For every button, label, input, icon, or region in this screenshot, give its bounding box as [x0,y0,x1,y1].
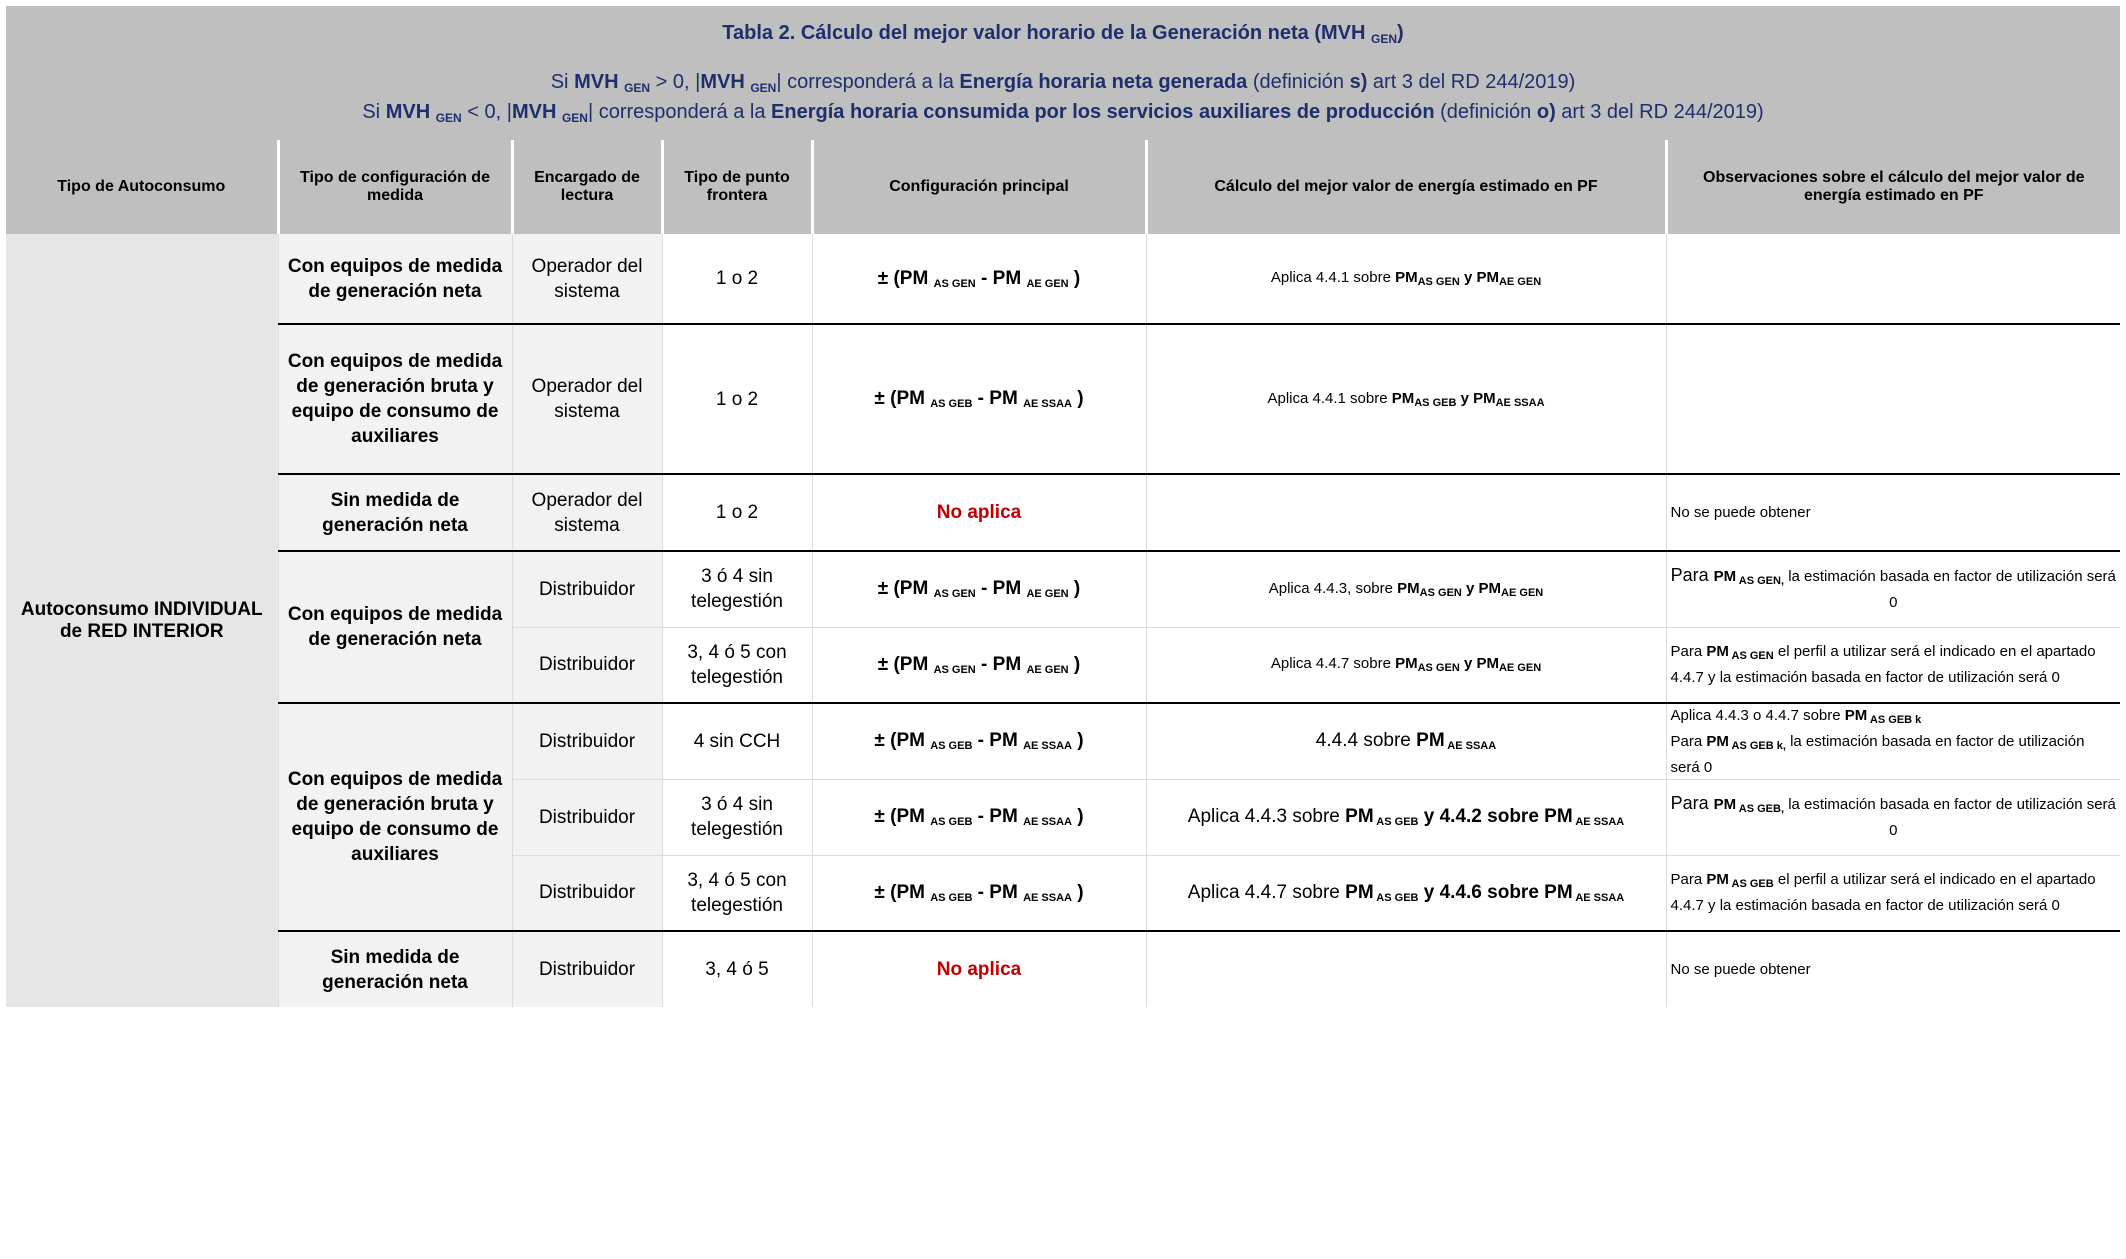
config-cell: Con equipos de medida de generación bruta y equipo de consumo de auxiliares [278,324,512,474]
encargado-cell: Operador del sistema [512,234,662,324]
encargado-cell: Distribuidor [512,779,662,855]
punto-frontera-cell: 1 o 2 [662,324,812,474]
table-title: Tabla 2. Cálculo del mejor valor horario de la Generación neta (MVH $_{GEN}$) [722,22,1404,46]
calculo-cell [1146,931,1666,1007]
observaciones-cell: Para PM $_{AS GEN,}$ la estimación basada en factor de utilización será 0 [1666,551,2120,627]
punto-frontera-cell: 3 ó 4 sin telegestión [662,779,812,855]
config-cell: Sin medida de generación neta [278,931,512,1007]
header-encargado: Encargado de lectura [512,140,662,234]
configuracion-principal-cell: ± (PM $_{AS GEB}$ - PM $_{AE SSAA}$ ) [812,703,1146,779]
configuracion-principal-cell: ± (PM $_{AS GEB}$ - PM $_{AE SSAA}$ ) [812,779,1146,855]
config-cell: Con equipos de medida de generación neta [278,551,512,703]
configuracion-principal-cell: ± (PM $_{AS GEN}$ - PM $_{AE GEN}$ ) [812,234,1146,324]
document [6,6,2120,1007]
table-title-band [6,6,2120,140]
encargado-cell: Distribuidor [512,703,662,779]
calculo-cell [1146,474,1666,551]
encargado-cell: Distribuidor [512,551,662,627]
observaciones-cell: Para PM $_{AS GEB}$ el perfil a utilizar será el indicado en el apartado 4.4.7 y la estimación basada en factor de utilización será 0 [1666,855,2120,931]
calculo-cell: 4.4.4 sobre PM $_{AE SSAA}$ [1146,703,1666,779]
header-observaciones: Observaciones sobre el cálculo del mejor valor de energía estimado en PF [1666,140,2120,234]
observaciones-cell: No se puede obtener [1666,474,2120,551]
encargado-cell: Operador del sistema [512,324,662,474]
header-configuracion-principal: Configuración principal [812,140,1146,234]
observaciones-cell: No se puede obtener [1666,931,2120,1007]
punto-frontera-cell: 1 o 2 [662,474,812,551]
punto-frontera-cell: 1 o 2 [662,234,812,324]
encargado-cell: Distribuidor [512,627,662,703]
encargado-cell: Operador del sistema [512,474,662,551]
table-row [6,234,2120,324]
observaciones-cell: Aplica 4.4.3 o 4.4.7 sobre PM $_{AS GEB k}$ Para PM $_{AS GEB k,}$ la estimación basada en factor de utilización será 0 [1666,703,2120,779]
table-row [6,703,2120,779]
configuracion-principal-cell: ± (PM $_{AS GEN}$ - PM $_{AE GEN}$ ) [812,627,1146,703]
punto-frontera-cell: 4 sin CCH [662,703,812,779]
configuracion-principal-cell: ± (PM $_{AS GEB}$ - PM $_{AE SSAA}$ ) [812,324,1146,474]
header-punto-frontera: Tipo de punto frontera [662,140,812,234]
calculo-cell: Aplica 4.4.3 sobre PM $_{AS GEB}$ y 4.4.2 sobre PM $_{AE SSAA}$ [1146,779,1666,855]
calculation-table [6,140,2120,1007]
header-row [6,140,2120,234]
observaciones-cell [1666,324,2120,474]
calculo-cell: Aplica 4.4.1 sobre $PM_{AS GEN}$ y $PM_{AE GEN}$ [1146,234,1666,324]
punto-frontera-cell: 3, 4 ó 5 con telegestión [662,855,812,931]
title-condition-positive: Si MVH $_{GEN}$ > 0, |MVH $_{GEN}$| corresponderá a la Energía horaria neta generada (definición s) art 3 del RD 244/2019) [550,71,1576,95]
punto-frontera-cell: 3, 4 ó 5 con telegestión [662,627,812,703]
config-cell: Con equipos de medida de generación neta [278,234,512,324]
title-condition-negative: Si MVH $_{GEN}$ < 0, |MVH $_{GEN}$| corresponderá a la Energía horaria consumida por los servicios auxiliares de producción (definición o) art 3 del RD 244/2019) [362,101,1764,125]
calculo-cell: Aplica 4.4.1 sobre $PM_{AS GEB}$ y $PM_{AE SSAA}$ [1146,324,1666,474]
configuracion-principal-cell: ± (PM $_{AS GEB}$ - PM $_{AE SSAA}$ ) [812,855,1146,931]
observaciones-cell [1666,234,2120,324]
observaciones-cell: Para PM $_{AS GEN}$ el perfil a utilizar será el indicado en el apartado 4.4.7 y la estimación basada en factor de utilización será 0 [1666,627,2120,703]
table-row [6,931,2120,1007]
table-row [6,551,2120,627]
autoconsumo-type: Autoconsumo INDIVIDUAL de RED INTERIOR [6,234,278,1007]
calculo-cell: Aplica 4.4.7 sobre $PM_{AS GEN}$ y $PM_{AE GEN}$ [1146,627,1666,703]
header-calculo: Cálculo del mejor valor de energía estimado en PF [1146,140,1666,234]
observaciones-cell: Para PM $_{AS GEB,}$ la estimación basada en factor de utilización será 0 [1666,779,2120,855]
header-tipo-configuracion: Tipo de configuración de medida [278,140,512,234]
config-cell: Con equipos de medida de generación bruta y equipo de consumo de auxiliares [278,703,512,931]
configuracion-principal-cell: ± (PM $_{AS GEN}$ - PM $_{AE GEN}$ ) [812,551,1146,627]
punto-frontera-cell: 3, 4 ó 5 [662,931,812,1007]
encargado-cell: Distribuidor [512,931,662,1007]
calculo-cell: Aplica 4.4.7 sobre PM $_{AS GEB}$ y 4.4.6 sobre PM $_{AE SSAA}$ [1146,855,1666,931]
header-tipo-autoconsumo: Tipo de Autoconsumo [6,140,278,234]
encargado-cell: Distribuidor [512,855,662,931]
calculo-cell: Aplica 4.4.3, sobre $PM_{AS GEN}$ y $PM_{AE GEN}$ [1146,551,1666,627]
punto-frontera-cell: 3 ó 4 sin telegestión [662,551,812,627]
no-aplica-label: No aplica [812,474,1146,551]
table-row [6,324,2120,474]
config-cell: Sin medida de generación neta [278,474,512,551]
no-aplica-label: No aplica [812,931,1146,1007]
table-row [6,474,2120,551]
